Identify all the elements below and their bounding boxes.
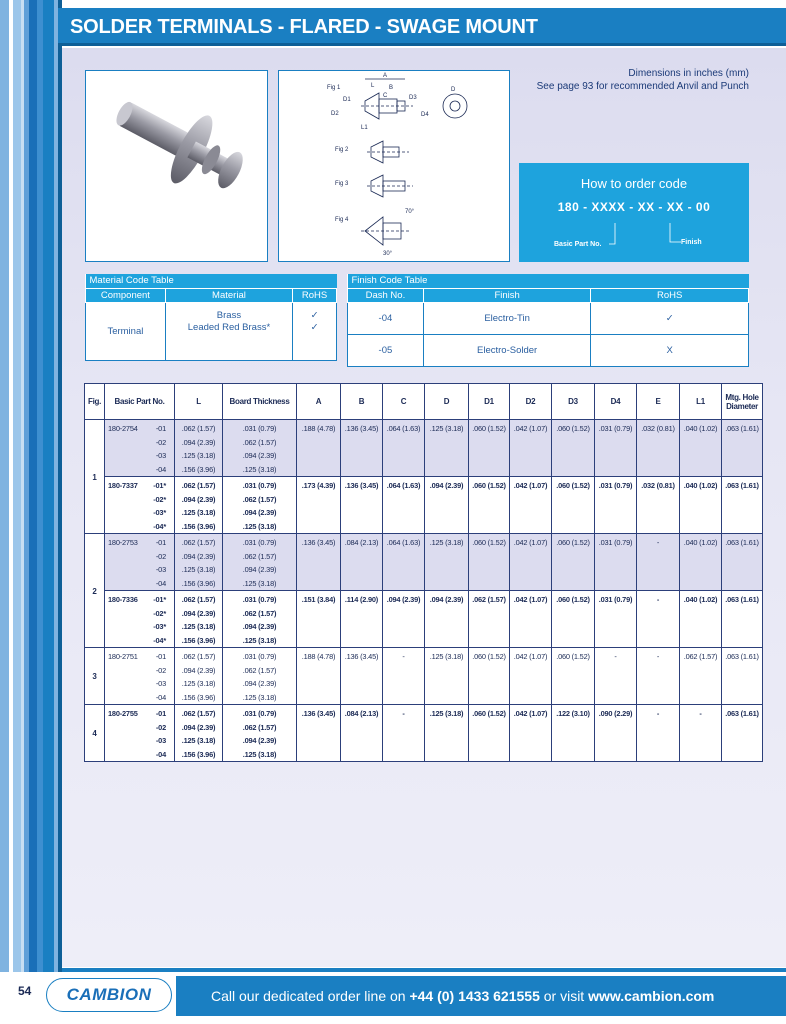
dim-d-cell: .125 (3.18) bbox=[425, 420, 469, 477]
dim-d4-cell: .031 (0.79) bbox=[595, 477, 637, 534]
board-thickness-value: .094 (2.39) bbox=[242, 508, 277, 517]
dim-d2-cell: .042 (1.07) bbox=[510, 477, 552, 534]
dim-b-label: B bbox=[389, 85, 394, 91]
dim-b-cell: .136 (3.45) bbox=[341, 648, 383, 705]
dim-d-cell: .125 (3.18) bbox=[425, 648, 469, 705]
order-code-box bbox=[519, 163, 749, 262]
dim-d4-cell: .090 (2.29) bbox=[595, 705, 637, 762]
dim-l1-cell: - bbox=[680, 705, 722, 762]
basic-part-cell bbox=[105, 648, 175, 705]
column-header: A bbox=[297, 384, 341, 420]
length-cell bbox=[175, 420, 223, 477]
board-thickness-value: .031 (0.79) bbox=[242, 595, 277, 604]
dim-a-cell: .188 (4.78) bbox=[297, 648, 341, 705]
basic-part-cell bbox=[105, 534, 175, 591]
dim-d3-cell: .060 (1.52) bbox=[552, 477, 595, 534]
finish-name: Electro-Solder bbox=[423, 334, 591, 366]
figure-number: 4 bbox=[85, 705, 105, 762]
dim-a-cell: .173 (4.39) bbox=[297, 477, 341, 534]
dash-number: -01 bbox=[155, 709, 166, 718]
rohs-value: ✓ bbox=[591, 302, 749, 334]
column-header: Board Thickness bbox=[223, 384, 297, 420]
board-thickness-value: .094 (2.39) bbox=[242, 451, 277, 460]
dash-number: -02* bbox=[153, 608, 166, 618]
dim-l1-cell: .040 (1.02) bbox=[680, 420, 722, 477]
board-thickness-value: .031 (0.79) bbox=[242, 424, 277, 433]
cambion-logo: CAMBION bbox=[46, 978, 172, 1012]
footer-text-prefix: Call our dedicated order line on bbox=[211, 988, 410, 1004]
column-header: D1 bbox=[469, 384, 510, 420]
dim-d-label: D bbox=[451, 87, 456, 93]
dash-number: -02 bbox=[155, 665, 166, 675]
dim-d2-label: D2 bbox=[331, 111, 339, 117]
dim-d1-cell: .060 (1.52) bbox=[469, 420, 510, 477]
length-value: .156 (3.96) bbox=[181, 464, 216, 474]
order-phone-link[interactable]: +44 (0) 1433 621555 bbox=[409, 988, 540, 1004]
dash-number: -03 bbox=[155, 679, 166, 688]
dim-70-label: 70° bbox=[405, 209, 415, 215]
dim-c-cell: .064 (1.63) bbox=[383, 534, 425, 591]
length-value: .062 (1.57) bbox=[181, 595, 216, 604]
length-value: .125 (3.18) bbox=[181, 565, 216, 574]
dim-30-label: 30° bbox=[383, 251, 393, 257]
length-value: .156 (3.96) bbox=[181, 521, 216, 531]
basic-part-cell bbox=[105, 705, 175, 762]
page-title: SOLDER TERMINALS - FLARED - SWAGE MOUNT bbox=[70, 16, 538, 38]
figure-number: 3 bbox=[85, 648, 105, 705]
board-thickness-value: .094 (2.39) bbox=[242, 622, 277, 631]
dim-l-label: L bbox=[371, 83, 375, 89]
dash-number: -02 bbox=[155, 722, 166, 732]
dash-number: -01 bbox=[155, 424, 166, 433]
dim-d3-label: D3 bbox=[409, 95, 417, 101]
length-value: .156 (3.96) bbox=[181, 749, 216, 759]
board-thickness-value: .125 (3.18) bbox=[242, 578, 277, 588]
dash-number: -01* bbox=[153, 481, 166, 490]
dim-e-cell: - bbox=[637, 591, 680, 648]
dash-no: -04 bbox=[348, 302, 424, 334]
table-row bbox=[85, 420, 763, 477]
dash-number: -03 bbox=[155, 565, 166, 574]
dim-d-cell: .094 (2.39) bbox=[425, 591, 469, 648]
fig3-label: Fig 3 bbox=[335, 181, 349, 187]
finish-name: Electro-Tin bbox=[423, 302, 591, 334]
column-header: L1 bbox=[680, 384, 722, 420]
dim-hole-cell: .063 (1.61) bbox=[722, 420, 763, 477]
dim-a-cell: .188 (4.78) bbox=[297, 420, 341, 477]
website-link[interactable]: www.cambion.com bbox=[588, 988, 715, 1004]
header-dash-no: Dash No. bbox=[348, 288, 424, 302]
length-value: .062 (1.57) bbox=[181, 709, 216, 718]
length-value: .125 (3.18) bbox=[181, 679, 216, 688]
board-thickness-value: .094 (2.39) bbox=[242, 679, 277, 688]
dim-hole-cell: .063 (1.61) bbox=[722, 705, 763, 762]
board-thickness-value: .031 (0.79) bbox=[242, 709, 277, 718]
dim-c-cell: - bbox=[383, 705, 425, 762]
material-table-caption: Material Code Table bbox=[86, 274, 337, 288]
header-rohs: RoHS bbox=[591, 288, 749, 302]
dim-l1-cell: .040 (1.02) bbox=[680, 534, 722, 591]
decorative-stripes bbox=[0, 0, 62, 1024]
dim-d3-cell: .060 (1.52) bbox=[552, 648, 595, 705]
dim-d2-cell: .042 (1.07) bbox=[510, 705, 552, 762]
dim-d3-cell: .122 (3.10) bbox=[552, 705, 595, 762]
finish-table-caption: Finish Code Table bbox=[348, 274, 749, 288]
board-thickness-cell bbox=[223, 477, 297, 534]
table-header-row bbox=[85, 384, 763, 420]
column-header: L bbox=[175, 384, 223, 420]
dash-number: -01* bbox=[153, 595, 166, 604]
length-value: .094 (2.39) bbox=[181, 722, 216, 732]
dim-d4-cell: .031 (0.79) bbox=[595, 420, 637, 477]
table-row bbox=[85, 534, 763, 591]
column-header: D4 bbox=[595, 384, 637, 420]
column-header: C bbox=[383, 384, 425, 420]
dash-number: -03 bbox=[155, 736, 166, 745]
board-thickness-value: .094 (2.39) bbox=[242, 736, 277, 745]
title-bar bbox=[58, 8, 786, 46]
dim-c-cell: .064 (1.63) bbox=[383, 420, 425, 477]
component-terminal: Terminal bbox=[86, 302, 166, 360]
board-thickness-value: .094 (2.39) bbox=[242, 565, 277, 574]
basic-part-cell bbox=[105, 420, 175, 477]
dim-d1-cell: .060 (1.52) bbox=[469, 534, 510, 591]
dim-d-cell: .094 (2.39) bbox=[425, 477, 469, 534]
dim-hole-cell: .063 (1.61) bbox=[722, 591, 763, 648]
dim-c-cell: - bbox=[383, 648, 425, 705]
board-thickness-value: .062 (1.57) bbox=[242, 437, 277, 447]
basic-part-number: 180-2753 bbox=[108, 538, 138, 547]
table-row bbox=[85, 591, 763, 648]
board-thickness-value: .062 (1.57) bbox=[242, 665, 277, 675]
board-thickness-value: .062 (1.57) bbox=[242, 722, 277, 732]
fig2-label: Fig 2 bbox=[335, 147, 349, 153]
footer-text-mid: or visit bbox=[539, 988, 589, 1004]
length-value: .125 (3.18) bbox=[181, 622, 216, 631]
column-header: Basic Part No. bbox=[105, 384, 175, 420]
board-thickness-value: .031 (0.79) bbox=[242, 652, 277, 661]
column-header: Fig. bbox=[85, 384, 105, 420]
dash-number: -02 bbox=[155, 437, 166, 447]
board-thickness-value: .125 (3.18) bbox=[242, 692, 277, 702]
basic-part-number: 180-2755 bbox=[108, 709, 138, 718]
board-thickness-value: .031 (0.79) bbox=[242, 481, 277, 490]
dim-d4-label: D4 bbox=[421, 112, 429, 118]
dim-c-label: C bbox=[383, 93, 388, 99]
footer-contact bbox=[176, 976, 786, 1016]
dim-d3-cell: .060 (1.52) bbox=[552, 420, 595, 477]
board-thickness-value: .031 (0.79) bbox=[242, 538, 277, 547]
length-value: .062 (1.57) bbox=[181, 481, 216, 490]
dim-hole-cell: .063 (1.61) bbox=[722, 477, 763, 534]
footer bbox=[0, 972, 786, 1024]
board-thickness-cell bbox=[223, 534, 297, 591]
dash-number: -04* bbox=[153, 521, 166, 531]
length-cell bbox=[175, 591, 223, 648]
dim-d4-cell: .031 (0.79) bbox=[595, 534, 637, 591]
board-thickness-cell bbox=[223, 648, 297, 705]
dimension-figures bbox=[278, 70, 510, 262]
table-row bbox=[85, 477, 763, 534]
dash-number: -03* bbox=[153, 622, 166, 631]
dim-a-cell: .136 (3.45) bbox=[297, 534, 341, 591]
dim-l1-cell: .040 (1.02) bbox=[680, 591, 722, 648]
dash-number: -02* bbox=[153, 494, 166, 504]
dim-a-label: A bbox=[383, 73, 388, 79]
dash-number: -04 bbox=[155, 578, 166, 588]
dim-e-cell: .032 (0.81) bbox=[637, 477, 680, 534]
dim-a-cell: .136 (3.45) bbox=[297, 705, 341, 762]
dim-e-cell: - bbox=[637, 534, 680, 591]
dim-d2-cell: .042 (1.07) bbox=[510, 648, 552, 705]
basic-part-number: 180-7337 bbox=[108, 481, 138, 490]
dash-number: -01 bbox=[155, 538, 166, 547]
rohs-check-icon: ✓ bbox=[310, 310, 319, 321]
dash-number: -04 bbox=[155, 464, 166, 474]
basic-part-cell bbox=[105, 591, 175, 648]
length-value: .094 (2.39) bbox=[181, 665, 216, 675]
dim-e-cell: .032 (0.81) bbox=[637, 420, 680, 477]
anvil-punch-note: See page 93 for recommended Anvil and Punch bbox=[536, 81, 749, 92]
dim-hole-cell: .063 (1.61) bbox=[722, 648, 763, 705]
dash-no: -05 bbox=[348, 334, 424, 366]
terminal-illustration bbox=[86, 71, 267, 261]
finish-label: Finish bbox=[681, 239, 702, 246]
board-thickness-cell bbox=[223, 420, 297, 477]
finish-row bbox=[348, 334, 749, 366]
column-header: E bbox=[637, 384, 680, 420]
dash-number: -03* bbox=[153, 508, 166, 517]
dim-d1-cell: .060 (1.52) bbox=[469, 477, 510, 534]
dim-b-cell: .136 (3.45) bbox=[341, 477, 383, 534]
basic-part-number: 180-7336 bbox=[108, 595, 138, 604]
length-value: .156 (3.96) bbox=[181, 692, 216, 702]
header-finish: Finish bbox=[423, 288, 591, 302]
dim-d3-cell: .060 (1.52) bbox=[552, 534, 595, 591]
dim-e-cell: - bbox=[637, 705, 680, 762]
length-value: .062 (1.57) bbox=[181, 538, 216, 547]
dim-d1-cell: .060 (1.52) bbox=[469, 705, 510, 762]
dimensions-note bbox=[520, 67, 749, 93]
dim-d4-cell: .031 (0.79) bbox=[595, 591, 637, 648]
length-value: .125 (3.18) bbox=[181, 508, 216, 517]
column-header: Mtg. Hole Diameter bbox=[722, 384, 763, 420]
length-value: .094 (2.39) bbox=[181, 494, 216, 504]
order-title: How to order code bbox=[580, 176, 688, 191]
basic-part-number: 180-2751 bbox=[108, 652, 138, 661]
product-photo bbox=[85, 70, 268, 262]
header-component: Component bbox=[86, 288, 166, 302]
column-header: D3 bbox=[552, 384, 595, 420]
dash-number: -04 bbox=[155, 692, 166, 702]
dash-number: -04* bbox=[153, 635, 166, 645]
dim-l1-label: L1 bbox=[361, 125, 368, 131]
board-thickness-value: .062 (1.57) bbox=[242, 551, 277, 561]
length-cell bbox=[175, 477, 223, 534]
dim-c-cell: .094 (2.39) bbox=[383, 591, 425, 648]
figure-number: 2 bbox=[85, 534, 105, 648]
dim-b-cell: .114 (2.90) bbox=[341, 591, 383, 648]
header-material: Material bbox=[165, 288, 292, 302]
finish-code-table bbox=[347, 274, 749, 367]
dim-c-cell: .064 (1.63) bbox=[383, 477, 425, 534]
board-thickness-cell bbox=[223, 705, 297, 762]
fig1-label: Fig 1 bbox=[327, 85, 341, 91]
board-thickness-value: .125 (3.18) bbox=[242, 749, 277, 759]
dimension-drawings bbox=[279, 71, 509, 261]
length-cell bbox=[175, 648, 223, 705]
figure-number: 1 bbox=[85, 420, 105, 534]
material-leaded-red-brass: Leaded Red Brass* bbox=[187, 322, 271, 333]
material-brass: Brass bbox=[216, 310, 242, 321]
length-value: .125 (3.18) bbox=[181, 451, 216, 460]
column-header: D bbox=[425, 384, 469, 420]
board-thickness-value: .125 (3.18) bbox=[242, 521, 277, 531]
dim-d1-cell: .060 (1.52) bbox=[469, 648, 510, 705]
finish-row bbox=[348, 302, 749, 334]
units-note: Dimensions in inches (mm) bbox=[628, 68, 749, 79]
board-thickness-cell bbox=[223, 591, 297, 648]
board-thickness-value: .062 (1.57) bbox=[242, 608, 277, 618]
order-code: 180 - XXXX - XX - XX - 00 bbox=[557, 200, 711, 214]
dim-b-cell: .084 (2.13) bbox=[341, 534, 383, 591]
basic-part-number: 180-2754 bbox=[108, 424, 138, 433]
dim-a-cell: .151 (3.84) bbox=[297, 591, 341, 648]
dim-d3-cell: .060 (1.52) bbox=[552, 591, 595, 648]
length-value: .062 (1.57) bbox=[181, 652, 216, 661]
length-cell bbox=[175, 534, 223, 591]
dash-number: -02 bbox=[155, 551, 166, 561]
page-number: 54 bbox=[18, 984, 32, 998]
column-header: B bbox=[341, 384, 383, 420]
table-row bbox=[85, 705, 763, 762]
length-value: .094 (2.39) bbox=[181, 551, 216, 561]
board-thickness-value: .125 (3.18) bbox=[242, 464, 277, 474]
length-value: .156 (3.96) bbox=[181, 635, 216, 645]
length-cell bbox=[175, 705, 223, 762]
dim-d2-cell: .042 (1.07) bbox=[510, 420, 552, 477]
dash-number: -04 bbox=[155, 749, 166, 759]
dim-d1-label: D1 bbox=[343, 97, 351, 103]
dim-b-cell: .084 (2.13) bbox=[341, 705, 383, 762]
dim-e-cell: - bbox=[637, 648, 680, 705]
length-value: .062 (1.57) bbox=[181, 424, 216, 433]
dash-number: -03 bbox=[155, 451, 166, 460]
length-value: .094 (2.39) bbox=[181, 608, 216, 618]
length-value: .125 (3.18) bbox=[181, 736, 216, 745]
specifications-table bbox=[84, 383, 763, 762]
dim-d1-cell: .062 (1.57) bbox=[469, 591, 510, 648]
dash-number: -01 bbox=[155, 652, 166, 661]
fig4-label: Fig 4 bbox=[335, 217, 349, 223]
dim-d2-cell: .042 (1.07) bbox=[510, 534, 552, 591]
dim-d2-cell: .042 (1.07) bbox=[510, 591, 552, 648]
dim-l1-cell: .062 (1.57) bbox=[680, 648, 722, 705]
dim-hole-cell: .063 (1.61) bbox=[722, 534, 763, 591]
length-value: .094 (2.39) bbox=[181, 437, 216, 447]
dim-d-cell: .125 (3.18) bbox=[425, 705, 469, 762]
dim-b-cell: .136 (3.45) bbox=[341, 420, 383, 477]
dim-d4-cell: - bbox=[595, 648, 637, 705]
basic-part-cell bbox=[105, 477, 175, 534]
column-header: D2 bbox=[510, 384, 552, 420]
rohs-value: X bbox=[591, 334, 749, 366]
length-value: .156 (3.96) bbox=[181, 578, 216, 588]
dim-l1-cell: .040 (1.02) bbox=[680, 477, 722, 534]
rohs-check-icon: ✓ bbox=[310, 322, 319, 333]
header-rohs: RoHS bbox=[293, 288, 337, 302]
board-thickness-value: .125 (3.18) bbox=[242, 635, 277, 645]
table-row bbox=[85, 648, 763, 705]
dim-d-cell: .125 (3.18) bbox=[425, 534, 469, 591]
board-thickness-value: .062 (1.57) bbox=[242, 494, 277, 504]
basic-part-label: Basic Part No. bbox=[554, 241, 602, 248]
material-code-table bbox=[85, 274, 337, 361]
